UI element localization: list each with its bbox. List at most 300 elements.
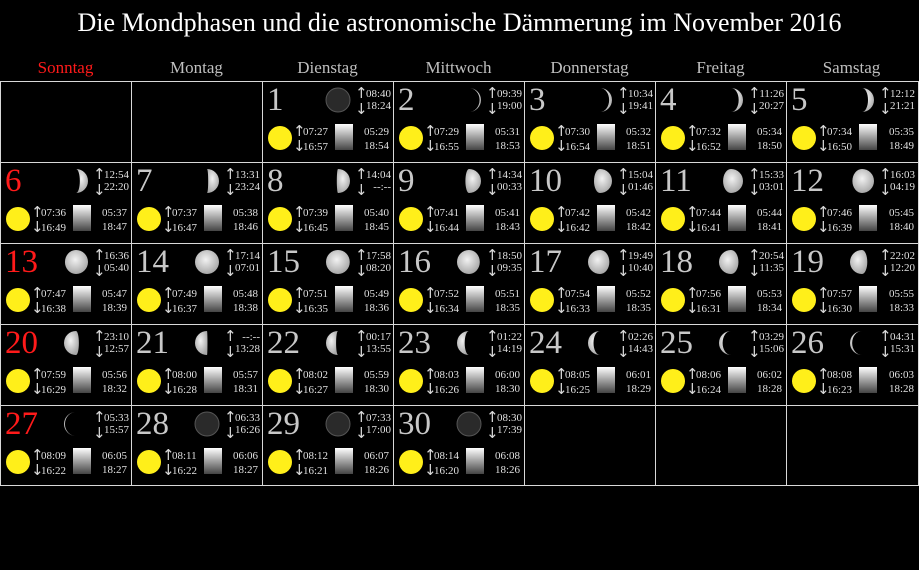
- moon-rise-time: 23:10: [103, 331, 129, 343]
- sun-icon: [530, 207, 554, 231]
- day-cell: [262, 81, 393, 162]
- day-number: 16: [398, 244, 431, 280]
- sun-rise-time: 08:02: [303, 369, 329, 381]
- moon-times: [748, 166, 786, 198]
- sun-icon: [399, 369, 423, 393]
- arrow-down-icon: ↓: [555, 137, 568, 155]
- sun-set-time: 16:42: [565, 222, 591, 234]
- moon-set-time: 10:40: [627, 262, 653, 274]
- twilight-gradient-icon: [597, 124, 615, 150]
- arrow-up-icon: ↑: [486, 408, 499, 426]
- dawn-time: 05:59: [363, 369, 389, 381]
- sun-rise-time: 08:08: [827, 369, 853, 381]
- arrow-up-icon: ↑: [555, 365, 568, 383]
- moon-set-time: 23:24: [234, 181, 260, 193]
- moon-phase-icon: [194, 168, 220, 194]
- arrow-up-icon: ↑: [879, 84, 892, 102]
- day-number: 30: [398, 406, 431, 442]
- moon-rise-time: 02:26: [627, 331, 653, 343]
- arrow-down-icon: ↓: [93, 262, 106, 280]
- dusk-time: 18:30: [494, 383, 520, 395]
- day-number: 25: [660, 325, 693, 361]
- moon-times: [486, 409, 524, 441]
- moon-rise-time: 07:33: [365, 412, 391, 424]
- day-cell: [131, 162, 262, 243]
- weekday-0: Sonntag: [37, 58, 94, 77]
- arrow-down-icon: ↓: [293, 137, 306, 155]
- moon-rise-time: 04:31: [889, 331, 915, 343]
- dawn-time: 05:57: [232, 369, 258, 381]
- sun-set-time: 16:28: [172, 384, 198, 396]
- moon-times: [486, 85, 524, 117]
- arrow-down-icon: ↓: [31, 380, 44, 398]
- arrow-down-icon: ↓: [224, 424, 237, 442]
- moon-times: [93, 247, 131, 279]
- sun-set-time: 16:29: [41, 384, 67, 396]
- arrow-down-icon: ↓: [486, 424, 499, 442]
- arrow-down-icon: ↓: [879, 343, 892, 361]
- day-cell: [0, 243, 131, 324]
- day-number: 19: [791, 244, 824, 280]
- sun-rise-time: 07:47: [41, 288, 67, 300]
- arrow-down-icon: ↓: [555, 380, 568, 398]
- twilight-gradient-icon: [597, 286, 615, 312]
- dawn-time: 06:08: [494, 450, 520, 462]
- arrow-up-icon: ↑: [879, 246, 892, 264]
- sun-times: [555, 284, 593, 316]
- dusk-time: 18:47: [101, 221, 127, 233]
- day-cell: [524, 324, 655, 405]
- moon-phase-icon: [325, 330, 351, 356]
- twilight-gradient-icon: [335, 367, 353, 393]
- twilight-gradient-icon: [597, 367, 615, 393]
- arrow-down-icon: ↓: [424, 299, 437, 317]
- arrow-up-icon: ↑: [162, 446, 175, 464]
- twilight-gradient-icon: [728, 286, 746, 312]
- dusk-time: 18:26: [363, 464, 389, 476]
- arrow-down-icon: ↓: [93, 424, 106, 442]
- moon-set-time: 08:20: [365, 262, 391, 274]
- sun-times: [686, 122, 724, 154]
- arrow-up-icon: ↑: [817, 284, 830, 302]
- arrow-down-icon: ↓: [686, 299, 699, 317]
- arrow-up-icon: ↑: [93, 246, 106, 264]
- arrow-up-icon: ↑: [748, 84, 761, 102]
- arrow-down-icon: ↓: [686, 380, 699, 398]
- arrow-up-icon: ↑: [424, 446, 437, 464]
- sun-rise-time: 08:11: [172, 450, 197, 462]
- arrow-down-icon: ↓: [617, 100, 630, 118]
- arrow-up-icon: ↑: [293, 284, 306, 302]
- weekday-3: Mittwoch: [425, 58, 492, 77]
- moon-phase-icon: [718, 168, 744, 194]
- moon-rise-time: 22:02: [889, 250, 915, 262]
- moon-times: [486, 166, 524, 198]
- day-cell: [262, 243, 393, 324]
- sun-times: [424, 203, 462, 235]
- arrow-up-icon: ↑: [293, 365, 306, 383]
- moon-times: [224, 409, 262, 441]
- sun-set-time: 16:52: [696, 141, 722, 153]
- arrow-down-icon: ↓: [748, 262, 761, 280]
- dawn-time: 05:48: [232, 288, 258, 300]
- sun-rise-time: 08:09: [41, 450, 67, 462]
- moon-set-time: 15:06: [758, 343, 784, 355]
- sun-icon: [792, 126, 816, 150]
- day-cell: [393, 243, 524, 324]
- dusk-time: 18:27: [101, 464, 127, 476]
- twilight-gradient-icon: [728, 205, 746, 231]
- moon-rise-time: 01:22: [496, 331, 522, 343]
- day-number: 7: [136, 163, 153, 199]
- dusk-time: 18:49: [888, 140, 914, 152]
- sun-times: [686, 365, 724, 397]
- arrow-down-icon: ↓: [355, 100, 368, 118]
- sun-times: [424, 122, 462, 154]
- dusk-time: 18:29: [625, 383, 651, 395]
- moon-times: [748, 328, 786, 360]
- arrow-up-icon: ↑: [355, 246, 368, 264]
- twilight-gradient-icon: [204, 286, 222, 312]
- arrow-up-icon: ↑: [555, 284, 568, 302]
- arrow-down-icon: ↓: [617, 262, 630, 280]
- moon-times: [748, 85, 786, 117]
- sun-times: [555, 203, 593, 235]
- twilight-gradient-icon: [73, 286, 91, 312]
- day-number: 24: [529, 325, 562, 361]
- arrow-up-icon: ↑: [224, 327, 237, 345]
- twilight-gradient-icon: [728, 367, 746, 393]
- weekday-4: Donnerstag: [550, 58, 629, 77]
- arrow-up-icon: ↑: [224, 165, 237, 183]
- arrow-down-icon: ↓: [748, 100, 761, 118]
- arrow-up-icon: ↑: [293, 446, 306, 464]
- sun-set-time: 16:49: [41, 222, 67, 234]
- day-cell: [393, 405, 524, 486]
- day-cell: [0, 405, 131, 486]
- dawn-time: 06:05: [101, 450, 127, 462]
- arrow-down-icon: ↓: [93, 343, 106, 361]
- sun-set-time: 16:22: [172, 465, 198, 477]
- moon-set-time: 19:41: [627, 100, 653, 112]
- day-number: 29: [267, 406, 300, 442]
- moon-phase-icon: [63, 168, 89, 194]
- sun-rise-time: 07:41: [434, 207, 460, 219]
- moon-times: [486, 247, 524, 279]
- arrow-up-icon: ↑: [424, 365, 437, 383]
- arrow-up-icon: ↑: [817, 203, 830, 221]
- moon-rise-time: 03:29: [758, 331, 784, 343]
- sun-set-time: 16:24: [696, 384, 722, 396]
- sun-icon: [137, 207, 161, 231]
- moon-times: [224, 247, 262, 279]
- dawn-time: 05:37: [101, 207, 127, 219]
- arrow-up-icon: ↑: [355, 327, 368, 345]
- sun-rise-time: 07:46: [827, 207, 853, 219]
- sun-icon: [268, 288, 292, 312]
- arrow-down-icon: ↓: [617, 343, 630, 361]
- sun-icon: [530, 369, 554, 393]
- dawn-time: 06:01: [625, 369, 651, 381]
- moon-set-time: 05:40: [103, 262, 129, 274]
- arrow-up-icon: ↑: [686, 365, 699, 383]
- moon-rise-time: 08:40: [365, 88, 391, 100]
- sun-set-time: 16:20: [434, 465, 460, 477]
- arrow-down-icon: ↓: [162, 380, 175, 398]
- sun-icon: [661, 207, 685, 231]
- moon-set-time: 15:31: [889, 343, 915, 355]
- day-cell: [393, 81, 524, 162]
- moon-rise-time: --:--: [242, 331, 260, 343]
- twilight-gradient-icon: [859, 367, 877, 393]
- moon-rise-time: 15:04: [627, 169, 653, 181]
- sun-set-time: 16:23: [827, 384, 853, 396]
- moon-phase-icon: [456, 249, 482, 275]
- moon-set-time: 20:27: [758, 100, 784, 112]
- day-number: 2: [398, 82, 415, 118]
- arrow-up-icon: ↑: [31, 365, 44, 383]
- sun-times: [162, 365, 200, 397]
- arrow-down-icon: ↓: [355, 424, 368, 442]
- arrow-up-icon: ↑: [31, 203, 44, 221]
- arrow-up-icon: ↑: [817, 122, 830, 140]
- dawn-time: 05:51: [494, 288, 520, 300]
- day-cell: [786, 162, 919, 243]
- moon-times: [224, 166, 262, 198]
- arrow-down-icon: ↓: [293, 299, 306, 317]
- moon-set-time: 17:00: [365, 424, 391, 436]
- day-number: 9: [398, 163, 415, 199]
- day-cell: [393, 324, 524, 405]
- arrow-up-icon: ↑: [224, 246, 237, 264]
- moon-set-time: 11:35: [759, 262, 784, 274]
- day-number: 15: [267, 244, 300, 280]
- sun-times: [31, 203, 69, 235]
- day-number: 18: [660, 244, 693, 280]
- arrow-up-icon: ↑: [355, 84, 368, 102]
- moon-phase-icon: [456, 411, 482, 437]
- sun-rise-time: 07:37: [172, 207, 198, 219]
- day-number: 26: [791, 325, 824, 361]
- sun-rise-time: 07:52: [434, 288, 460, 300]
- arrow-down-icon: ↓: [293, 380, 306, 398]
- moon-rise-time: 11:26: [759, 88, 784, 100]
- arrow-up-icon: ↑: [93, 327, 106, 345]
- arrow-up-icon: ↑: [486, 84, 499, 102]
- moon-set-time: --:--: [373, 181, 391, 193]
- moon-set-time: 13:55: [365, 343, 391, 355]
- moon-set-time: 12:20: [889, 262, 915, 274]
- twilight-gradient-icon: [335, 286, 353, 312]
- dusk-time: 18:31: [232, 383, 258, 395]
- moon-times: [224, 328, 262, 360]
- sun-times: [817, 365, 855, 397]
- arrow-up-icon: ↑: [748, 165, 761, 183]
- dusk-time: 18:39: [101, 302, 127, 314]
- arrow-up-icon: ↑: [686, 284, 699, 302]
- sun-icon: [399, 126, 423, 150]
- day-number: 13: [5, 244, 38, 280]
- sun-icon: [530, 288, 554, 312]
- moon-phase-icon: [849, 330, 875, 356]
- sun-rise-time: 07:44: [696, 207, 722, 219]
- day-cell: [262, 324, 393, 405]
- moon-times: [486, 328, 524, 360]
- twilight-gradient-icon: [859, 124, 877, 150]
- day-number: 23: [398, 325, 431, 361]
- day-cell: [131, 324, 262, 405]
- day-number: 5: [791, 82, 808, 118]
- day-cell: [655, 162, 786, 243]
- sun-times: [31, 284, 69, 316]
- day-cell: [131, 405, 262, 486]
- sun-icon: [661, 369, 685, 393]
- arrow-down-icon: ↓: [31, 299, 44, 317]
- arrow-up-icon: ↑: [424, 203, 437, 221]
- moon-phase-icon: [587, 87, 613, 113]
- arrow-up-icon: ↑: [31, 284, 44, 302]
- sun-rise-time: 07:59: [41, 369, 67, 381]
- moon-phase-icon: [325, 411, 351, 437]
- sun-set-time: 16:30: [827, 303, 853, 315]
- dawn-time: 05:32: [625, 126, 651, 138]
- dusk-time: 18:53: [494, 140, 520, 152]
- sun-times: [686, 284, 724, 316]
- sun-rise-time: 07:51: [303, 288, 329, 300]
- sun-icon: [137, 450, 161, 474]
- twilight-gradient-icon: [728, 124, 746, 150]
- arrow-down-icon: ↓: [424, 461, 437, 479]
- dusk-time: 18:51: [625, 140, 651, 152]
- moon-phase-icon: [587, 249, 613, 275]
- twilight-gradient-icon: [859, 286, 877, 312]
- sun-set-time: 16:21: [303, 465, 329, 477]
- arrow-down-icon: ↓: [293, 218, 306, 236]
- sun-rise-time: 07:36: [41, 207, 67, 219]
- day-number: 28: [136, 406, 169, 442]
- sun-rise-time: 08:00: [172, 369, 198, 381]
- arrow-down-icon: ↓: [555, 299, 568, 317]
- sun-icon: [268, 126, 292, 150]
- moon-set-time: 16:26: [234, 424, 260, 436]
- twilight-gradient-icon: [204, 367, 222, 393]
- moon-phase-icon: [718, 330, 744, 356]
- sun-set-time: 16:25: [565, 384, 591, 396]
- twilight-gradient-icon: [335, 124, 353, 150]
- arrow-down-icon: ↓: [486, 262, 499, 280]
- sun-set-time: 16:31: [696, 303, 722, 315]
- dusk-time: 18:46: [232, 221, 258, 233]
- arrow-down-icon: ↓: [879, 181, 892, 199]
- moon-times: [355, 409, 393, 441]
- sun-rise-time: 07:54: [565, 288, 591, 300]
- sun-icon: [792, 369, 816, 393]
- moon-times: [748, 247, 786, 279]
- moon-set-time: 18:24: [365, 100, 391, 112]
- moon-phase-icon: [63, 411, 89, 437]
- moon-phase-icon: [587, 168, 613, 194]
- day-number: 3: [529, 82, 546, 118]
- moon-phase-icon: [718, 249, 744, 275]
- moon-times: [93, 166, 131, 198]
- moon-times: [355, 85, 393, 117]
- arrow-down-icon: ↓: [486, 181, 499, 199]
- sun-times: [555, 365, 593, 397]
- arrow-down-icon: ↓: [162, 461, 175, 479]
- empty-day-cell: [655, 405, 786, 486]
- dusk-time: 18:28: [756, 383, 782, 395]
- moon-times: [93, 328, 131, 360]
- sun-rise-time: 08:12: [303, 450, 329, 462]
- twilight-gradient-icon: [335, 205, 353, 231]
- day-cell: [262, 162, 393, 243]
- arrow-down-icon: ↓: [817, 137, 830, 155]
- sun-icon: [6, 207, 30, 231]
- moon-rise-time: 14:34: [496, 169, 522, 181]
- moon-set-time: 01:46: [627, 181, 653, 193]
- day-number: 10: [529, 163, 562, 199]
- empty-day-cell: [0, 81, 131, 162]
- moon-rise-time: 20:54: [758, 250, 784, 262]
- moon-phase-icon: [63, 330, 89, 356]
- arrow-up-icon: ↑: [293, 122, 306, 140]
- arrow-up-icon: ↑: [555, 203, 568, 221]
- arrow-down-icon: ↓: [93, 181, 106, 199]
- arrow-down-icon: ↓: [224, 343, 237, 361]
- twilight-gradient-icon: [73, 367, 91, 393]
- moon-times: [355, 247, 393, 279]
- day-cell: [655, 324, 786, 405]
- moon-phase-icon: [718, 87, 744, 113]
- arrow-down-icon: ↓: [817, 218, 830, 236]
- sun-rise-time: 07:29: [434, 126, 460, 138]
- arrow-down-icon: ↓: [424, 380, 437, 398]
- dawn-time: 06:00: [494, 369, 520, 381]
- sun-set-time: 16:41: [696, 222, 722, 234]
- day-number: 20: [5, 325, 38, 361]
- day-cell: [0, 324, 131, 405]
- dusk-time: 18:28: [888, 383, 914, 395]
- arrow-up-icon: ↑: [617, 327, 630, 345]
- sun-times: [162, 446, 200, 478]
- arrow-up-icon: ↑: [162, 365, 175, 383]
- twilight-gradient-icon: [466, 286, 484, 312]
- sun-icon: [268, 450, 292, 474]
- dusk-time: 18:40: [888, 221, 914, 233]
- moon-phase-icon: [63, 249, 89, 275]
- sun-times: [817, 284, 855, 316]
- twilight-gradient-icon: [335, 448, 353, 474]
- moon-rise-time: 16:36: [103, 250, 129, 262]
- dusk-time: 18:42: [625, 221, 651, 233]
- dusk-time: 18:30: [363, 383, 389, 395]
- dawn-time: 05:42: [625, 207, 651, 219]
- day-number: 22: [267, 325, 300, 361]
- arrow-down-icon: ↓: [162, 218, 175, 236]
- sun-times: [31, 365, 69, 397]
- sun-rise-time: 07:42: [565, 207, 591, 219]
- moon-times: [617, 85, 655, 117]
- sun-icon: [6, 450, 30, 474]
- sun-set-time: 16:39: [827, 222, 853, 234]
- sun-rise-time: 07:27: [303, 126, 329, 138]
- moon-set-time: 21:21: [889, 100, 915, 112]
- dawn-time: 05:49: [363, 288, 389, 300]
- arrow-up-icon: ↑: [617, 84, 630, 102]
- moon-rise-time: 16:03: [889, 169, 915, 181]
- arrow-up-icon: ↑: [686, 122, 699, 140]
- arrow-down-icon: ↓: [748, 343, 761, 361]
